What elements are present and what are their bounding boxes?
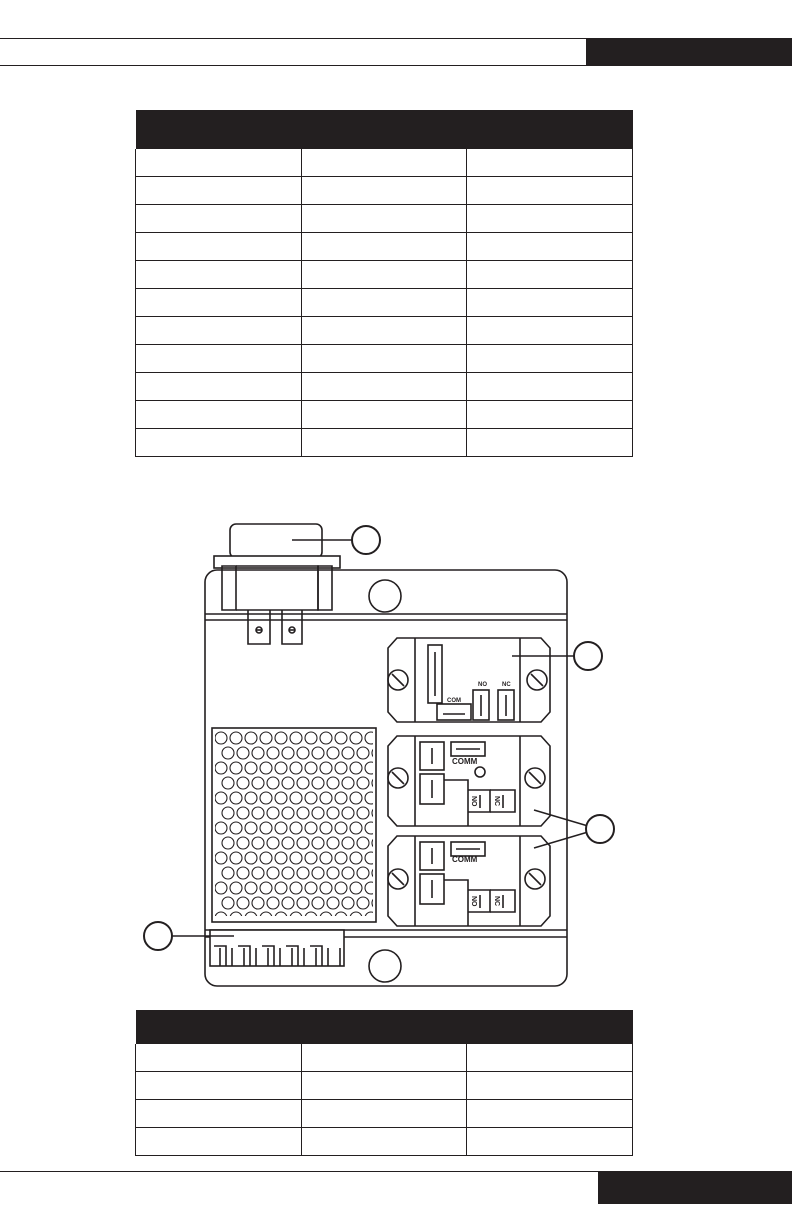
parts-table-top: [135, 110, 633, 457]
callout-bubble-relays: [586, 815, 614, 843]
table-row: [136, 177, 633, 205]
relay-module-lower: [388, 836, 550, 926]
table-row: [136, 261, 633, 289]
callout-bubble-switch: [352, 526, 380, 554]
header-rule: [0, 38, 586, 66]
table-row: [136, 401, 633, 429]
table-header-row: [136, 110, 633, 149]
callout-bubble-relay-top: [574, 642, 602, 670]
table-row: [136, 149, 633, 177]
parts-table-bottom: [135, 1010, 633, 1156]
table-row: [136, 289, 633, 317]
table-row: [136, 1072, 633, 1100]
table-row: [136, 429, 633, 457]
nc-label: NC: [493, 796, 500, 807]
relay-module-top: [388, 638, 550, 722]
header-tab: [586, 38, 792, 66]
footer-tab: [598, 1171, 792, 1204]
table-row: [136, 233, 633, 261]
com-label: COM: [447, 698, 461, 704]
comm-label: COMM: [452, 757, 478, 766]
table-row: [136, 1044, 633, 1072]
nc-label: NC: [502, 682, 511, 688]
no-label: NO: [470, 896, 477, 907]
table-row: [136, 345, 633, 373]
nc-label: NC: [493, 896, 500, 907]
no-label: NO: [470, 796, 477, 807]
table-row: [136, 1128, 633, 1156]
table-row: [136, 317, 633, 345]
no-label: NO: [478, 682, 487, 688]
table-row: [136, 205, 633, 233]
footer-rule: [0, 1171, 598, 1172]
comm-label: COMM: [452, 855, 478, 864]
table-header-row: [136, 1010, 633, 1044]
table-row: [136, 1100, 633, 1128]
callout-bubble-power-supply: [144, 922, 172, 950]
control-panel-diagram: [0, 500, 792, 1000]
relay-module-middle: [388, 736, 550, 826]
table-row: [136, 373, 633, 401]
